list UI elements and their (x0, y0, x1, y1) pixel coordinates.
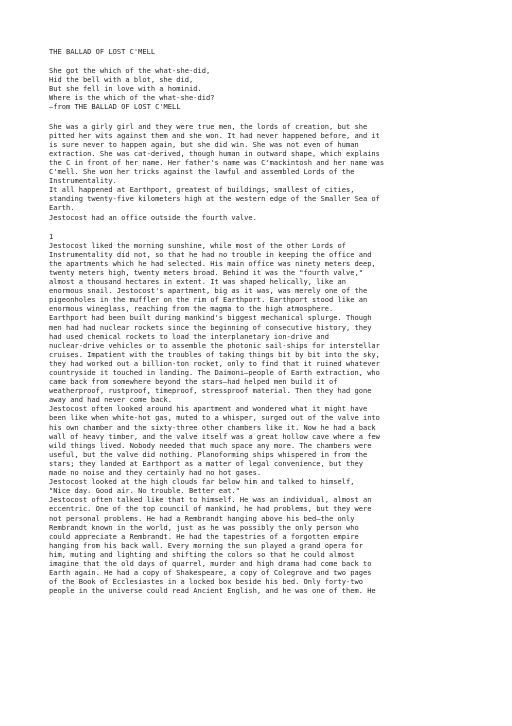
text-line: Jestocost liked the morning sunshine, while most of the other Lords of (49, 240, 346, 250)
epigraph-source: —from THE BALLAD OF LOST C'MELL (49, 102, 181, 112)
text-line: cruises. Impatient with the troubles of taking things bit by bit into the sky, (49, 349, 380, 359)
text-line: wild things lived. Nobody needed that much space any more. The chambers were (49, 440, 372, 450)
intro-text (49, 122, 494, 222)
text-line: "Nice day. Good air. No trouble. Better eat." (49, 486, 240, 496)
text-line: not personal problems. He had a Rembrandt hanging above his bed—the only (49, 513, 355, 523)
text-line: Instrumentality. (49, 176, 117, 186)
text-line: almost a thousand hectares in extent. It was shaped helically, like an (49, 277, 346, 287)
text-line: Rembrandt known in the world, just as he was possibly the only person who (49, 522, 359, 532)
document-page (49, 47, 494, 595)
text-line: It all happened at Earthport, greatest of buildings, smallest of cities, (49, 185, 355, 195)
text-line: Jestocost had an office outside the fourth valve. (49, 212, 257, 222)
text-line: the C in front of her name. Her father's name was C'mackintosh and her name was (49, 157, 385, 167)
text-line: Earthport had been built during mankind's biggest mechanical splurge. Though (49, 313, 372, 323)
spacer (49, 222, 494, 232)
text-line: eccentric. One of the top council of mankind, he had problems, but they were (49, 504, 372, 514)
text-line: of the Book of Ecclesiastes in a locked box beside his bed. Only forty-two (49, 577, 363, 587)
text-line: Earth. (49, 203, 75, 213)
text-line: hanging from his back wall. Every morning the sun played a grand opera for (49, 540, 363, 550)
text-line: the apartments which he had selected. His main office was ninety meters deep, (49, 258, 376, 268)
text-line: they had worked out a billion-ton rocket, only to find that it ruined whatever (49, 358, 380, 368)
text-line: Instrumentality did not, so that he had no trouble in keeping the office and (49, 249, 372, 259)
epigraph-line: Where is the which of the what-she-did? (49, 93, 215, 103)
text-line: nuclear-drive vehicles or to assemble the photonic sail-ships for interstellar (49, 340, 380, 350)
text-line: countryside it touched in landing. The Daimoni—people of Earth extraction, who (49, 368, 380, 377)
text-line: C'mell. She won her tricks against the lawful and assembled Lords of the (49, 167, 355, 177)
text-line: been like when white-hot gas, muted to a whisper, surged out of the valve into (49, 413, 380, 423)
spacer (49, 56, 494, 66)
text-line: made no noise and they certainly had no hot gases. (49, 468, 262, 478)
text-line: could appreciate a Rembrandt. He had the tapestries of a forgotten empire (49, 531, 359, 541)
text-line: Jestocost looked at the high clouds far below him and talked to himself, (49, 477, 355, 487)
epigraph-line: She got the which of the what-she-did, (49, 66, 211, 76)
text-line: She was a girly girl and they were true men, the lords of creation, but she (49, 121, 368, 131)
text-line: wall of heavy timber, and the valve itself was a great hollow cave where a few (49, 431, 380, 441)
text-line: extraction. She was cat-derived, though human in outward shape, which explains (49, 148, 380, 158)
text-line: him, muting and lighting and shifting the colors so that he could almost (49, 549, 355, 559)
text-line: twenty meters high, twenty meters broad. Behind it was the "fourth valve," (49, 267, 363, 277)
text-line: pigeonholes in the muffler on the rim of Earthport. Earthport stood like an (49, 295, 368, 305)
text-line: people in the universe could read Ancient English, and he was one of them. He (49, 586, 376, 596)
text-line: is sure never to happen again, but she did win. She was not even of human (49, 139, 359, 149)
text-line: came back from somewhere beyond the stars—had helped men build it of (49, 377, 338, 387)
text-line: Jestocost often talked like that to himself. He was an individual, almost an (49, 495, 372, 505)
body-text (49, 241, 494, 596)
text-line: enormous snail. Jestocost's apartment, big as it was, was merely one of the (49, 286, 368, 296)
section-number: 1 (49, 231, 54, 241)
text-line: away and had never come back. (49, 395, 173, 405)
text-line: imagine that the old days of quarrel, murder and high drama had come back to (49, 558, 372, 568)
text-line: standing twenty-five kilometers high at the western edge of the Smaller Sea of (49, 194, 380, 204)
epigraph (49, 66, 494, 111)
text-line: Jestocost often looked around his apartment and wondered what it might have (49, 404, 368, 414)
epigraph-line: But she fell in love with a hominid. (49, 84, 202, 94)
spacer (49, 112, 494, 122)
text-line: had used chemical rockets to load the interplanetary ion-drive and (49, 331, 330, 341)
text-line: Earth again. He had a copy of Shakespeare, a copy of Colegrove and two pages (49, 568, 372, 578)
text-line: useful, but the valve did nothing. Planoforming ships whispered in from the (49, 449, 368, 459)
epigraph-line: Hid the bell with a blot, she did, (49, 75, 194, 85)
text-line: stars; they landed at Earthport as a matter of legal convenience, but they (49, 458, 363, 468)
text-line: pitted her wits against them and she won. It had never happened before, and it (49, 130, 380, 140)
text-line: his own chamber and the sixty-three other chambers like it. Now he had a back (49, 422, 376, 432)
document-title: THE BALLAD OF LOST C'MELL (49, 47, 156, 56)
text-line: men had had nuclear rockets since the beginning of consecutive history, they (49, 322, 372, 332)
text-line: enormous wineglass, reaching from the magma to the high atmosphere. (49, 304, 334, 314)
text-line: weatherproof, rustproof, timeproof, stressproof material. Then they had gone (49, 386, 372, 396)
